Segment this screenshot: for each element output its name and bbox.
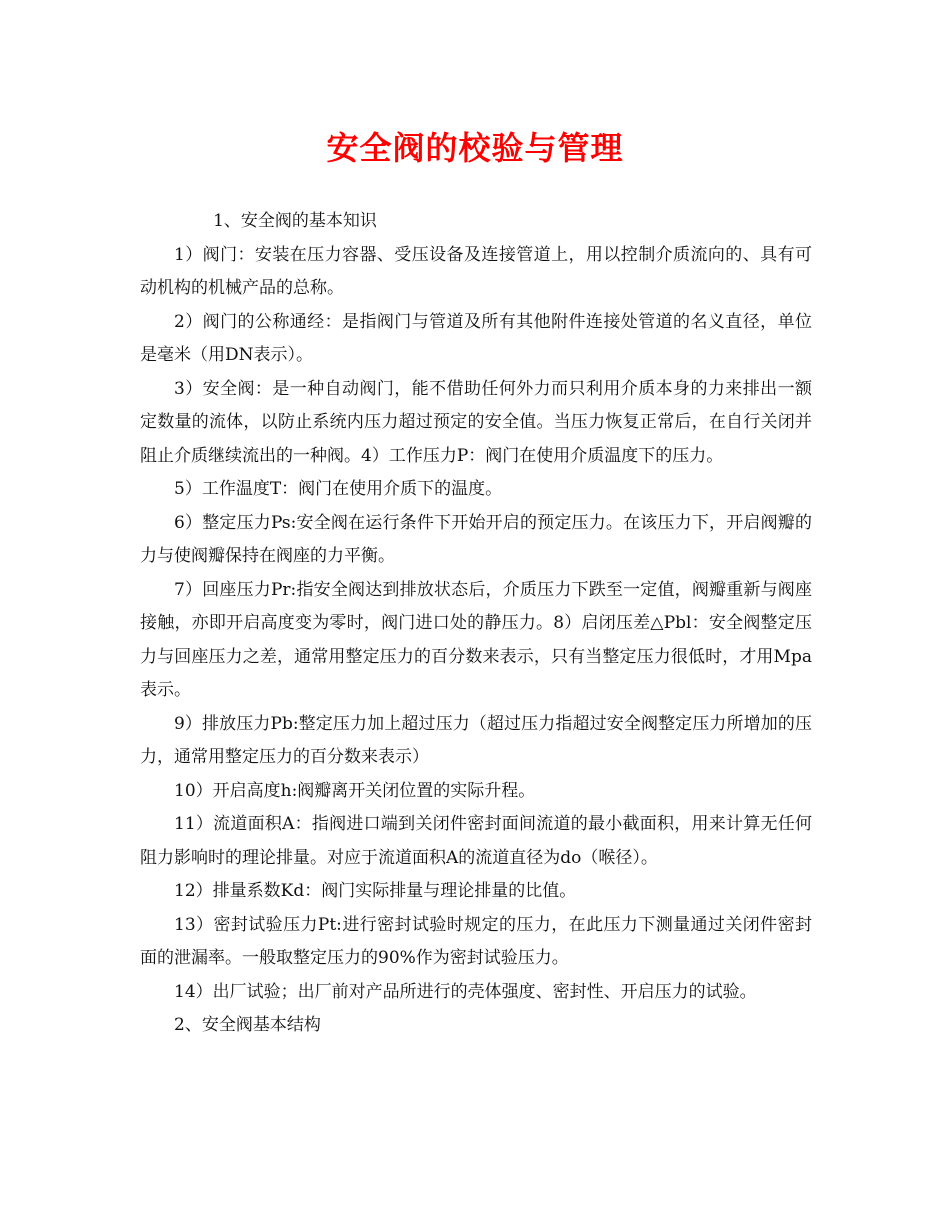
paragraph-reseating-pressure: 7）回座压力Pr:指安全阀达到排放状态后，介质压力下跌至一定值，阀瓣重新与阀座接触，亦即开启高度变为零时，阀门进口处的静压力。8）启闭压差△Pbl：安全阀整定压力与回座压力之差，通常用整定压力的百分数来表示，只有当整定压力很低时，才用Mpa表示。 bbox=[140, 579, 812, 700]
paragraph-safety-valve-definition: 3）安全阀：是一种自动阀门，能不借助任何外力而只利用介质本身的力来排出一额定数量的流体，以防止系统内压力超过预定的安全值。当压力恢复正常后，在自行关闭并阻止介质继续流出的一种阀。4）工作压力P：阀门在使用介质温度下的压力。 bbox=[140, 378, 812, 466]
paragraph-set-pressure: 6）整定压力Ps:安全阀在运行条件下开始开启的预定压力。在该压力下，开启阀瓣的力与使阀瓣保持在阀座的力平衡。 bbox=[140, 512, 812, 566]
document-title: 安全阀的校验与管理 bbox=[326, 129, 624, 167]
paragraph-discharge-pressure: 9）排放压力Pb:整定压力加上超过压力（超过压力指超过安全阀整定压力所增加的压力，通常用整定压力的百分数来表示） bbox=[140, 713, 812, 767]
paragraph-nominal-diameter: 2）阀门的公称通经：是指阀门与管道及所有其他附件连接处管道的名义直径，单位是毫米（用DN表示）。 bbox=[140, 311, 812, 365]
paragraph-valve-definition: 1）阀门：安装在压力容器、受压设备及连接管道上，用以控制介质流向的、具有可动机构的机械产品的总称。 bbox=[140, 244, 812, 298]
section-heading-2: 2、安全阀基本结构 bbox=[174, 1015, 321, 1035]
section-heading-1: 1、安全阀的基本知识 bbox=[213, 211, 377, 231]
paragraph-lift-height: 10）开启高度h:阀瓣离开关闭位置的实际升程。 bbox=[174, 780, 536, 801]
document-body bbox=[140, 205, 812, 1043]
paragraph-discharge-coefficient: 12）排量系数Kd：阀门实际排量与理论排量的比值。 bbox=[174, 881, 577, 901]
paragraph-seal-test-pressure: 13）密封试验压力Pt:进行密封试验时规定的压力，在此压力下测量通过关闭件密封面的泄漏率。一般取整定压力的90%作为密封试验压力。 bbox=[140, 914, 812, 968]
paragraph-factory-test: 14）出厂试验；出厂前对产品所进行的壳体强度、密封性、开启压力的试验。 bbox=[174, 981, 757, 1002]
paragraph-flow-area: 11）流道面积A：指阀进口端到关闭件密封面间流道的最小截面积，用来计算无任何阻力影响时的理论排量。对应于流道面积A的流道直径为do（喉径）。 bbox=[140, 814, 812, 868]
paragraph-working-temperature: 5）工作温度T：阀门在使用介质下的温度。 bbox=[174, 479, 503, 499]
